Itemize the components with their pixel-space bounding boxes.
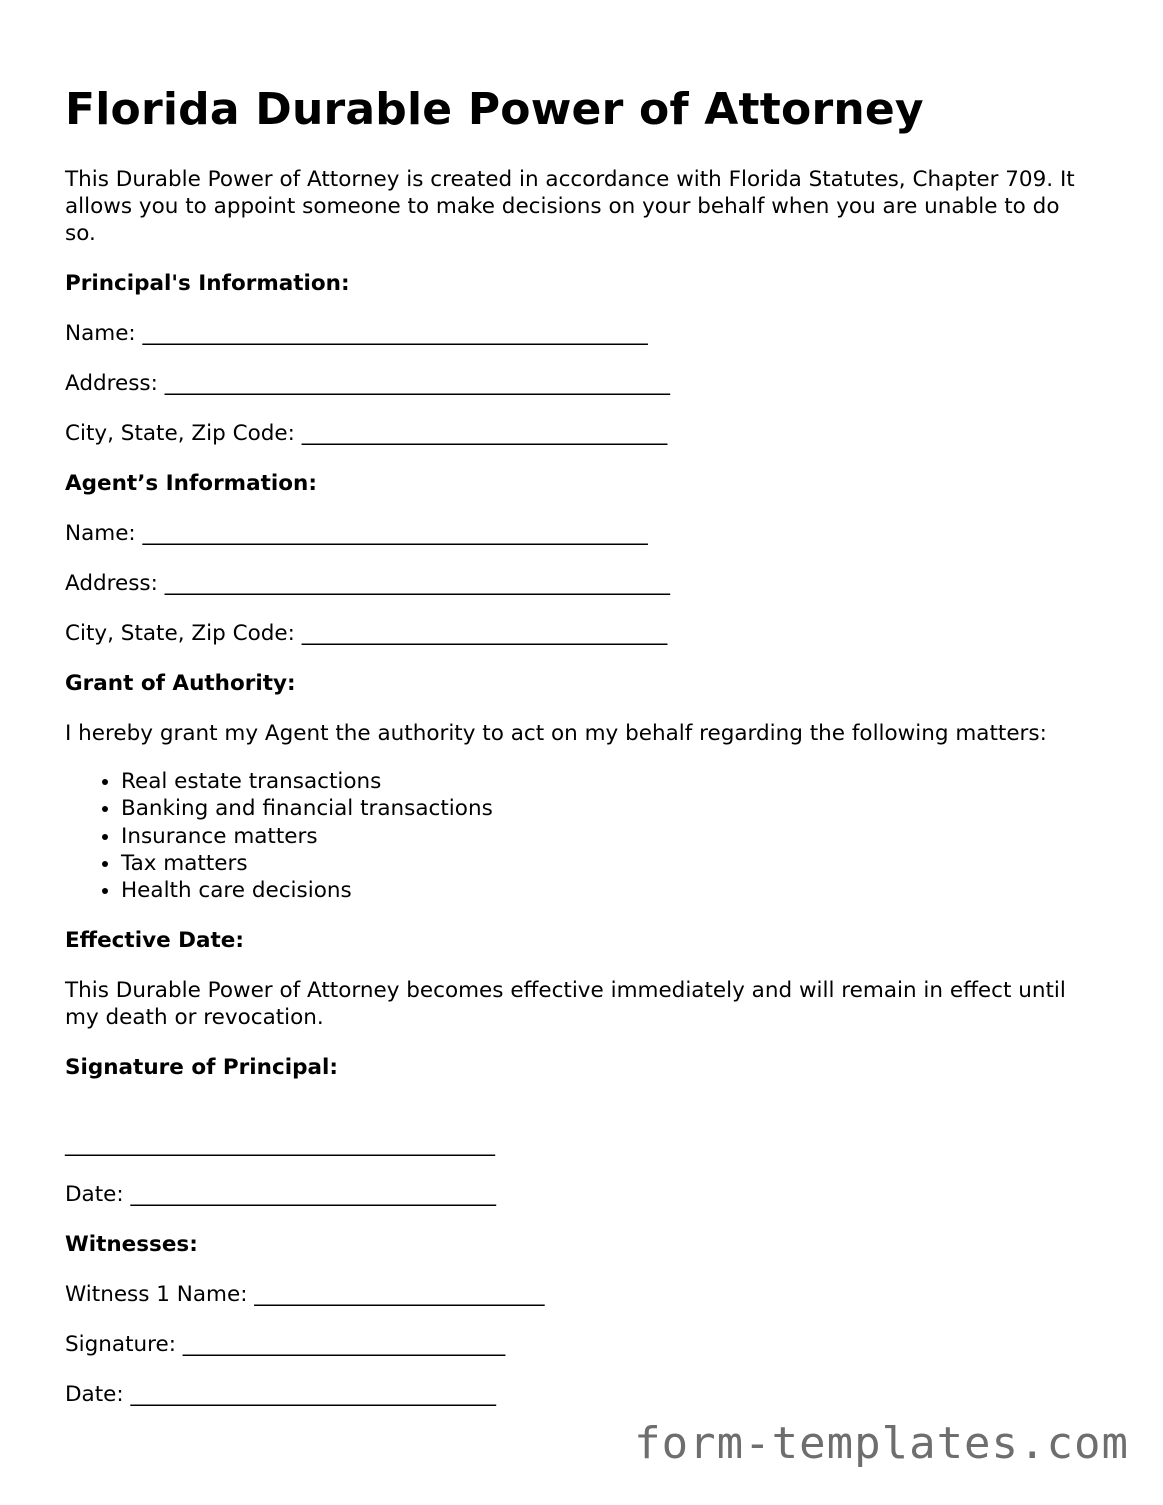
signature-heading: Signature of Principal:	[65, 1055, 338, 1081]
grant-heading: Grant of Authority:	[65, 671, 296, 696]
agent-heading: Agent’s Information:	[65, 471, 317, 496]
effective-text: This Durable Power of Attorney becomes effective immediately and will remain in effect until my death or revocation.	[65, 978, 1066, 1031]
intro-paragraph: This Durable Power of Attorney is created in accordance with Florida Statutes, Chapter 709. It allows you to appoint someone to make decisions on your behalf when you are unable to do so.	[65, 167, 1075, 246]
witness1-date-field[interactable]: Date: __________________________________	[65, 1382, 496, 1408]
principal-signature-line[interactable]: ________________________________________	[65, 1132, 495, 1158]
list-item: • Banking and financial transactions	[121, 795, 1085, 822]
agent-city-field[interactable]: City, State, Zip Code: __________________________________	[65, 621, 668, 646]
authority-list	[65, 768, 1085, 904]
list-item: • Real estate transactions	[121, 768, 1085, 795]
effective-heading: Effective Date:	[65, 928, 244, 954]
principal-heading: Principal's Information:	[65, 271, 350, 296]
agent-address-field[interactable]: Address: _______________________________________________	[65, 571, 670, 596]
list-item: • Insurance matters	[121, 823, 1085, 850]
grant-text: I hereby grant my Agent the authority to act on my behalf regarding the following matters:	[65, 721, 1047, 746]
witness1-name-field[interactable]: Witness 1 Name: ___________________________	[65, 1282, 545, 1308]
list-item: • Tax matters	[121, 850, 1085, 877]
witness1-signature-field[interactable]: Signature: ______________________________	[65, 1332, 506, 1358]
document-title: Florida Durable Power of Attorney	[65, 84, 924, 135]
witnesses-heading: Witnesses:	[65, 1232, 198, 1258]
principal-name-field[interactable]: Name: _______________________________________________	[65, 321, 648, 346]
document-page	[65, 80, 1085, 1431]
principal-date-field[interactable]: Date: __________________________________	[65, 1182, 496, 1208]
principal-city-field[interactable]: City, State, Zip Code: __________________________________	[65, 421, 668, 446]
principal-address-field[interactable]: Address: _______________________________________________	[65, 371, 670, 396]
list-item: • Health care decisions	[121, 877, 1085, 904]
watermark-text: form-templates.com	[634, 1418, 1129, 1469]
agent-name-field[interactable]: Name: _______________________________________________	[65, 521, 648, 546]
